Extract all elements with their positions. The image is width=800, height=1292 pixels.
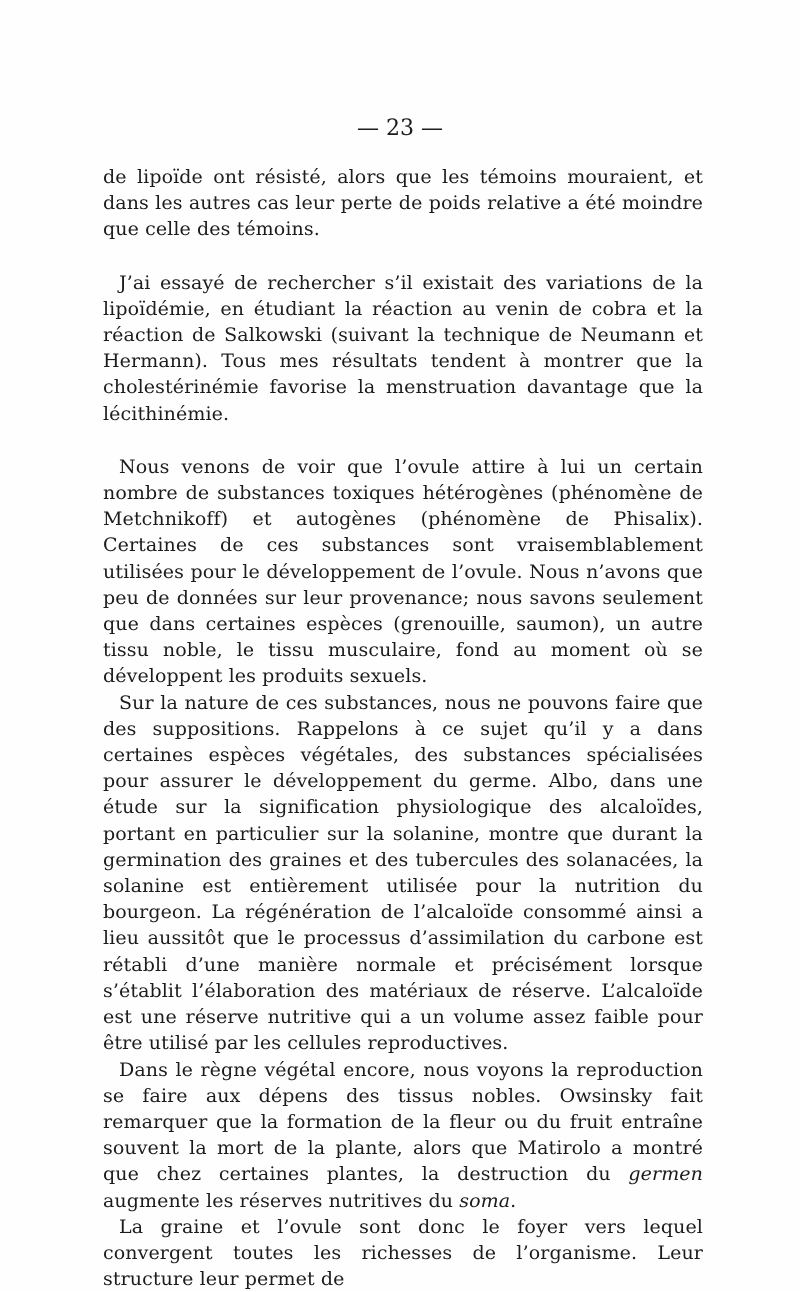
paragraph-1: de lipoïde ont résisté, alors que les témoins mouraient, et dans les autres cas leur perte de poids relative a été moindre que celle des témoins. [103, 166, 703, 241]
paragraph-5-text-before: Dans le règne végétal encore, nous voyons la reproduction se faire aux dépens des tissus nobles. Owsinsky fait remarquer que la formation de la fleur ou du fruit entraîne souvent la mort de la plante, alors que Matirolo a montré que chez certaines plantes, la destruction du [103, 1058, 703, 1186]
paragraph-3: Nous venons de voir que l’ovule attire à lui un certain nombre de substances toxiques hétérogènes (phénomène de Metchnikoff) et autogènes (phénomène de Phisalix). Certaines de ces substances sont vraisemblablement utilisées pour le développement de l’ovule. Nous n’avons que peu de données sur leur provenance; nous savons seulement que dans certaines espèces (grenouille, saumon), un autre tissu noble, le tissu musculaire, fond au moment où se développent les produits sexuels. [103, 455, 703, 688]
paragraph-gap [103, 427, 703, 454]
italic-term-germen: germen [628, 1163, 703, 1186]
page-number: — 23 — [357, 116, 443, 141]
italic-term-soma: soma [459, 1189, 511, 1212]
paragraph-5 [103, 1057, 703, 1214]
paragraph-5-text-middle: augmente les réserves nutritives du [103, 1189, 460, 1212]
paragraph-4: Sur la nature de ces substances, nous ne pouvons faire que des suppositions. Rappelons à ce sujet qu’il y a dans certaines espèces végétales, des substances spécialisées pour assurer le développement du germe. Albo, dans une étude sur la signification physiologique des alcaloïdes, portant en particulier sur la solanine, montre que durant la germination des graines et des tubercules des solanacées, la solanine est entièrement utilisée pour la nutrition du bourgeon. La régénération de l’alcaloïde consommé ainsi a lieu aussitôt que le processus d’assimilation du carbone est rétabli d’une manière normale et précisément lorsque s’établit l’élaboration des matériaux de réserve. L’alcaloïde est une réserve nutritive qui a un volume assez faible pour être utilisé par les cellules reproductives. [103, 691, 703, 1055]
body-text [103, 164, 703, 1292]
paragraph-6: La graine et l’ovule sont donc le foyer vers lequel convergent toutes les richesses de l’organisme. Leur structure leur permet de [103, 1215, 703, 1291]
paragraph-gap [103, 243, 703, 270]
paragraph-5-text-after: . [510, 1189, 517, 1212]
paragraph-2: J’ai essayé de rechercher s’il existait des variations de la lipoïdémie, en étudiant la réaction au venin de cobra et la réaction de Salkowski (suivant la technique de Neumann et Hermann). Tous mes résultats tendent à montrer que la cholestérinémie favorise la menstruation davantage que la lécithinémie. [103, 271, 703, 425]
